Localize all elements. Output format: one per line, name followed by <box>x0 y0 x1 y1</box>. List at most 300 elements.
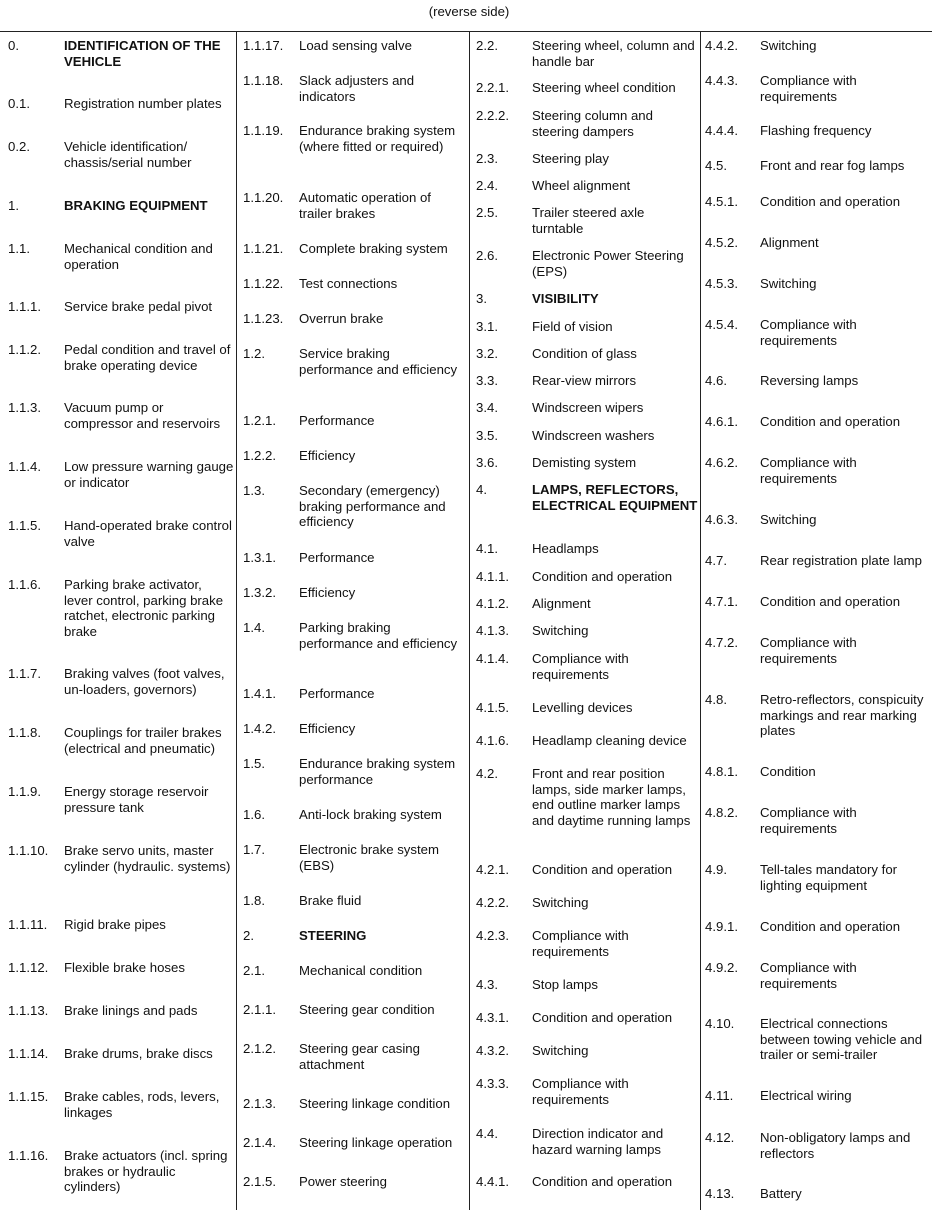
item-label: Compliance with requirements <box>760 73 857 104</box>
item-label: Reversing lamps <box>760 373 859 388</box>
checklist-item <box>243 620 465 651</box>
checklist-item <box>705 373 933 389</box>
item-label: Steering play <box>532 151 609 166</box>
item-label: Parking brake activator, lever control, parking brake ratchet, electronic parking brake <box>64 577 224 639</box>
checklist-item <box>476 700 698 716</box>
checklist-item <box>705 123 933 139</box>
item-label: Wheel alignment <box>532 178 631 193</box>
checklist-item <box>476 862 698 878</box>
item-label: Condition and operation <box>760 194 901 209</box>
item-label: Mechanical condition <box>299 963 423 978</box>
item-number: 2.1.3. <box>243 1096 276 1111</box>
checklist-item <box>8 725 234 756</box>
item-label: Power steering <box>299 1174 387 1189</box>
item-label: Compliance with requirements <box>532 1076 629 1107</box>
item-number: 2. <box>243 928 254 943</box>
item-number: 4.1.4. <box>476 651 509 666</box>
item-number: 1.8. <box>243 893 265 908</box>
checklist-item <box>476 428 698 444</box>
item-number: 1. <box>8 198 19 213</box>
checklist-item <box>476 80 698 96</box>
item-label: Electronic Power Steering (EPS) <box>532 248 684 279</box>
checklist-item <box>8 917 234 933</box>
item-label: Mechanical condition and operation <box>64 241 213 272</box>
item-label: Switching <box>532 895 589 910</box>
item-label: Brake linings and pads <box>64 1003 198 1018</box>
item-label: Alignment <box>760 235 819 250</box>
item-label: Electrical connections between towing vehicle and trailer or semi-trailer <box>760 1016 923 1062</box>
checklist-item <box>476 373 698 389</box>
checklist-item <box>705 919 933 935</box>
checklist-item <box>243 190 465 221</box>
checklist-item <box>243 928 465 944</box>
item-number: 4.1.1. <box>476 569 509 584</box>
item-label: Hand-operated brake control valve <box>64 518 232 549</box>
item-number: 1.1.17. <box>243 38 284 53</box>
item-number: 4.8.2. <box>705 805 738 820</box>
checklist-item <box>476 1076 698 1107</box>
checklist-item <box>8 960 234 976</box>
item-label: Flashing frequency <box>760 123 872 138</box>
checklist-item <box>243 807 465 823</box>
item-number: 1.1.11. <box>8 917 48 932</box>
item-number: 4.7. <box>705 553 727 568</box>
item-label: Energy storage reservoir pressure tank <box>64 784 209 815</box>
item-label: Condition and operation <box>532 1174 673 1189</box>
checklist-item <box>8 342 234 373</box>
checklist-item <box>8 139 234 170</box>
checklist-item <box>705 862 933 893</box>
item-number: 4.5.3. <box>705 276 738 291</box>
item-number: 4.9. <box>705 862 727 877</box>
item-label: Headlamp cleaning device <box>532 733 687 748</box>
item-number: 1.4. <box>243 620 265 635</box>
section-heading: STEERING <box>299 928 367 943</box>
item-number: 4.1.3. <box>476 623 509 638</box>
checklist-item <box>705 235 933 251</box>
item-number: 1.1.19. <box>243 123 284 138</box>
checklist-item <box>705 1088 933 1104</box>
checklist-item <box>476 400 698 416</box>
item-number: 1.3.2. <box>243 585 276 600</box>
checklist-item <box>243 756 465 787</box>
checklist-item <box>243 241 465 257</box>
item-label: Steering column and steering dampers <box>532 108 653 139</box>
item-label: Tell-tales mandatory for lighting equipment <box>760 862 898 893</box>
checklist-item <box>705 414 933 430</box>
item-number: 2.1.5. <box>243 1174 276 1189</box>
checklist-item <box>705 158 933 174</box>
checklist-item <box>476 596 698 612</box>
item-number: 4.5. <box>705 158 727 173</box>
checklist-item <box>705 1186 933 1202</box>
item-number: 4.12. <box>705 1130 735 1145</box>
column-divider-3 <box>700 32 701 1210</box>
item-label: Flexible brake hoses <box>64 960 185 975</box>
item-number: 3.2. <box>476 346 498 361</box>
item-number: 1.1.23. <box>243 311 284 326</box>
item-number: 1.1.6. <box>8 577 41 592</box>
checklist-item <box>243 1096 465 1112</box>
item-number: 1.1.5. <box>8 518 41 533</box>
checklist-item <box>8 1046 234 1062</box>
checklist-item <box>8 784 234 815</box>
checklist-item <box>476 205 698 236</box>
item-number: 4.4.4. <box>705 123 738 138</box>
item-number: 2.6. <box>476 248 498 263</box>
item-label: Registration number plates <box>64 96 222 111</box>
checklist-item <box>476 569 698 585</box>
checklist-item <box>243 1174 465 1190</box>
item-label: Overrun brake <box>299 311 384 326</box>
item-number: 1.2.1. <box>243 413 276 428</box>
column-divider-2 <box>469 32 470 1210</box>
checklist-item <box>705 764 933 780</box>
checklist-item <box>705 960 933 991</box>
checklist-item <box>8 299 234 315</box>
item-number: 2.1.4. <box>243 1135 276 1150</box>
checklist-item <box>8 241 234 272</box>
item-number: 4.10. <box>705 1016 735 1031</box>
checklist-item <box>705 635 933 666</box>
item-label: Rear registration plate lamp <box>760 553 922 568</box>
item-label: Compliance with requirements <box>760 960 857 991</box>
checklist-item <box>476 1126 698 1157</box>
item-number: 1.3.1. <box>243 550 276 565</box>
item-number: 4.3. <box>476 977 498 992</box>
checklist-item <box>476 1043 698 1059</box>
item-label: Slack adjusters and indicators <box>299 73 415 104</box>
item-number: 2.3. <box>476 151 498 166</box>
checklist-item <box>243 585 465 601</box>
item-number: 1.1.8. <box>8 725 41 740</box>
item-number: 1.4.2. <box>243 721 276 736</box>
checklist-item <box>476 248 698 279</box>
checklist-item <box>476 108 698 139</box>
item-label: Service brake pedal pivot <box>64 299 213 314</box>
checklist-item <box>243 413 465 429</box>
item-label: Performance <box>299 550 375 565</box>
checklist-item <box>8 843 234 874</box>
item-number: 2.2.2. <box>476 108 509 123</box>
checklist-item <box>476 291 698 307</box>
item-number: 2.2. <box>476 38 498 53</box>
checklist-item <box>705 1130 933 1161</box>
item-number: 4.6.2. <box>705 455 738 470</box>
item-label: Load sensing valve <box>299 38 412 53</box>
item-number: 1.1.1. <box>8 299 41 314</box>
item-label: Efficiency <box>299 448 356 463</box>
item-number: 1.7. <box>243 842 265 857</box>
item-number: 1.1.22. <box>243 276 284 291</box>
item-number: 4.2. <box>476 766 498 781</box>
item-label: Non-obligatory lamps and reflectors <box>760 1130 911 1161</box>
item-label: Switching <box>532 623 589 638</box>
item-label: Vehicle identification/ chassis/serial number <box>64 139 192 170</box>
checklist-item <box>8 459 234 490</box>
item-label: Condition and operation <box>760 414 901 429</box>
item-label: Compliance with requirements <box>760 317 857 348</box>
checklist-item <box>476 977 698 993</box>
item-number: 1.1. <box>8 241 30 256</box>
checklist-item <box>243 346 465 377</box>
item-label: Compliance with requirements <box>760 455 857 486</box>
item-label: Efficiency <box>299 585 356 600</box>
item-label: Secondary (emergency) braking performance and efficiency <box>299 483 446 529</box>
item-number: 4.5.2. <box>705 235 738 250</box>
checklist-item <box>243 893 465 909</box>
item-number: 1.1.3. <box>8 400 41 415</box>
item-number: 1.1.14. <box>8 1046 49 1061</box>
item-label: Brake drums, brake discs <box>64 1046 213 1061</box>
checklist-item <box>705 1016 933 1063</box>
item-number: 2.1.1. <box>243 1002 276 1017</box>
item-label: Automatic operation of trailer brakes <box>299 190 431 221</box>
column-divider-1 <box>236 32 237 1210</box>
item-number: 1.1.10. <box>8 843 49 858</box>
item-number: 2.5. <box>476 205 498 220</box>
checklist-item <box>8 1003 234 1019</box>
item-number: 1.3. <box>243 483 265 498</box>
checklist-item <box>476 319 698 335</box>
checklist-item <box>243 1135 465 1151</box>
item-number: 4.1. <box>476 541 498 556</box>
checklist-item <box>476 482 698 513</box>
item-label: Rear-view mirrors <box>532 373 637 388</box>
item-label: Compliance with requirements <box>532 928 629 959</box>
item-number: 2.1. <box>243 963 265 978</box>
item-number: 4.4. <box>476 1126 498 1141</box>
item-label: Vacuum pump or compressor and reservoirs <box>64 400 221 431</box>
checklist-item <box>243 311 465 327</box>
section-heading: BRAKING EQUIPMENT <box>64 198 208 213</box>
item-number: 3.6. <box>476 455 498 470</box>
item-label: Electronic brake system (EBS) <box>299 842 439 873</box>
item-number: 3.1. <box>476 319 498 334</box>
checklist-item <box>705 553 933 569</box>
item-number: 4.4.2. <box>705 38 738 53</box>
item-number: 1.2.2. <box>243 448 276 463</box>
item-number: 4.4.1. <box>476 1174 509 1189</box>
checklist-item <box>8 400 234 431</box>
item-label: Condition and operation <box>532 569 673 584</box>
item-number: 1.1.9. <box>8 784 41 799</box>
item-number: 1.1.7. <box>8 666 41 681</box>
item-label: Battery <box>760 1186 802 1201</box>
item-number: 1.1.12. <box>8 960 49 975</box>
checklist-item <box>243 38 465 54</box>
checklist-item <box>476 346 698 362</box>
checklist-item <box>243 963 465 979</box>
item-label: Compliance with requirements <box>760 805 857 836</box>
item-number: 2.2.1. <box>476 80 509 95</box>
checklist-item <box>243 448 465 464</box>
item-number: 4.6. <box>705 373 727 388</box>
item-label: Rigid brake pipes <box>64 917 166 932</box>
checklist-item <box>8 1089 234 1120</box>
item-label: Condition and operation <box>760 594 901 609</box>
checklist-item <box>8 1148 234 1195</box>
item-number: 1.5. <box>243 756 265 771</box>
checklist-item <box>476 928 698 959</box>
checklist-item <box>8 96 234 112</box>
item-number: 4.6.1. <box>705 414 738 429</box>
item-number: 4.2.2. <box>476 895 509 910</box>
item-number: 1.1.20. <box>243 190 284 205</box>
item-number: 4.5.1. <box>705 194 738 209</box>
item-number: 0.2. <box>8 139 30 154</box>
checklist-item <box>8 577 234 639</box>
header-rule <box>0 31 932 32</box>
page-header: (reverse side) <box>428 4 510 19</box>
item-label: Low pressure warning gauge or indicator <box>64 459 234 490</box>
item-number: 4.2.3. <box>476 928 509 943</box>
checklist-item <box>705 73 933 104</box>
item-label: Condition <box>760 764 816 779</box>
checklist-item <box>8 666 234 697</box>
checklist-item <box>705 276 933 292</box>
checklist-item <box>476 151 698 167</box>
item-label: Condition and operation <box>532 862 673 877</box>
item-label: Retro-reflectors, conspicuity markings and rear marking plates <box>760 692 924 738</box>
item-label: Test connections <box>299 276 398 291</box>
item-number: 4.8. <box>705 692 727 707</box>
item-label: Steering wheel, column and handle bar <box>532 38 695 69</box>
item-number: 4.1.6. <box>476 733 509 748</box>
item-number: 4.3.1. <box>476 1010 509 1025</box>
checklist-item <box>243 483 465 530</box>
item-label: Parking braking performance and efficiency <box>299 620 458 651</box>
item-label: Condition of glass <box>532 346 637 361</box>
item-number: 4.7.1. <box>705 594 738 609</box>
item-number: 1.6. <box>243 807 265 822</box>
item-label: Condition and operation <box>760 919 901 934</box>
item-label: Headlamps <box>532 541 599 556</box>
item-number: 0.1. <box>8 96 30 111</box>
item-label: Endurance braking system performance <box>299 756 456 787</box>
item-number: 1.4.1. <box>243 686 276 701</box>
item-label: Windscreen washers <box>532 428 655 443</box>
checklist-item <box>705 38 933 54</box>
checklist-item <box>476 1174 698 1190</box>
item-label: Steering wheel condition <box>532 80 676 95</box>
checklist-item <box>243 73 465 104</box>
item-label: Front and rear fog lamps <box>760 158 905 173</box>
item-label: Switching <box>760 38 817 53</box>
item-label: Switching <box>760 512 817 527</box>
item-label: Steering linkage condition <box>299 1096 451 1111</box>
item-label: Electrical wiring <box>760 1088 852 1103</box>
item-number: 4.5.4. <box>705 317 738 332</box>
item-label: Steering linkage operation <box>299 1135 453 1150</box>
item-number: 4.4.3. <box>705 73 738 88</box>
item-label: Complete braking system <box>299 241 448 256</box>
item-number: 4.7.2. <box>705 635 738 650</box>
item-label: Anti-lock braking system <box>299 807 442 822</box>
item-number: 4.6.3. <box>705 512 738 527</box>
section-heading: IDENTIFICATION OF THE VEHICLE <box>64 38 221 69</box>
item-number: 1.1.16. <box>8 1148 49 1163</box>
checklist-item <box>476 651 698 682</box>
checklist-item <box>705 594 933 610</box>
checklist-item <box>476 38 698 69</box>
checklist-item <box>476 455 698 471</box>
item-number: 1.1.4. <box>8 459 41 474</box>
section-heading: VISIBILITY <box>532 291 599 306</box>
item-label: Compliance with requirements <box>760 635 857 666</box>
item-label: Service braking performance and efficiency <box>299 346 458 377</box>
item-label: Direction indicator and hazard warning lamps <box>532 1126 664 1157</box>
checklist-item <box>476 766 698 828</box>
checklist-item <box>243 721 465 737</box>
item-label: Brake fluid <box>299 893 362 908</box>
item-label: Windscreen wipers <box>532 400 644 415</box>
item-number: 3. <box>476 291 487 306</box>
item-label: Switching <box>760 276 817 291</box>
item-label: Demisting system <box>532 455 637 470</box>
item-number: 0. <box>8 38 19 53</box>
item-number: 1.1.2. <box>8 342 41 357</box>
item-number: 2.4. <box>476 178 498 193</box>
item-number: 3.4. <box>476 400 498 415</box>
item-label: Compliance with requirements <box>532 651 629 682</box>
item-number: 4.9.1. <box>705 919 738 934</box>
item-number: 4.2.1. <box>476 862 509 877</box>
item-number: 2.1.2. <box>243 1041 276 1056</box>
item-number: 1.1.13. <box>8 1003 49 1018</box>
item-number: 1.1.18. <box>243 73 284 88</box>
item-label: Performance <box>299 413 375 428</box>
checklist-item <box>243 1002 465 1018</box>
checklist-item <box>705 805 933 836</box>
item-label: Performance <box>299 686 375 701</box>
item-number: 4.8.1. <box>705 764 738 779</box>
item-label: Trailer steered axle turntable <box>532 205 645 236</box>
checklist-item <box>476 895 698 911</box>
checklist-item <box>8 198 234 214</box>
item-number: 4. <box>476 482 487 497</box>
checklist-item <box>8 518 234 549</box>
checklist-item <box>705 455 933 486</box>
item-label: Brake servo units, master cylinder (hydraulic. systems) <box>64 843 231 874</box>
checklist-item <box>243 276 465 292</box>
checklist-item <box>476 178 698 194</box>
item-number: 1.2. <box>243 346 265 361</box>
item-number: 4.13. <box>705 1186 735 1201</box>
item-label: Switching <box>532 1043 589 1058</box>
checklist-item <box>243 1041 465 1072</box>
section-heading: LAMPS, REFLECTORS, ELECTRICAL EQUIPMENT <box>532 482 698 513</box>
checklist-item <box>705 692 933 739</box>
item-number: 4.1.2. <box>476 596 509 611</box>
item-number: 1.1.21. <box>243 241 284 256</box>
checklist-item <box>705 194 933 210</box>
item-number: 4.3.2. <box>476 1043 509 1058</box>
item-label: Stop lamps <box>532 977 598 992</box>
checklist-item <box>243 842 465 873</box>
item-label: Levelling devices <box>532 700 633 715</box>
checklist-item <box>476 1010 698 1026</box>
item-number: 3.5. <box>476 428 498 443</box>
item-number: 4.3.3. <box>476 1076 509 1091</box>
item-number: 1.1.15. <box>8 1089 49 1104</box>
item-number: 4.9.2. <box>705 960 738 975</box>
item-label: Alignment <box>532 596 591 611</box>
checklist-item <box>476 623 698 639</box>
item-label: Efficiency <box>299 721 356 736</box>
item-label: Steering gear condition <box>299 1002 435 1017</box>
item-label: Field of vision <box>532 319 613 334</box>
